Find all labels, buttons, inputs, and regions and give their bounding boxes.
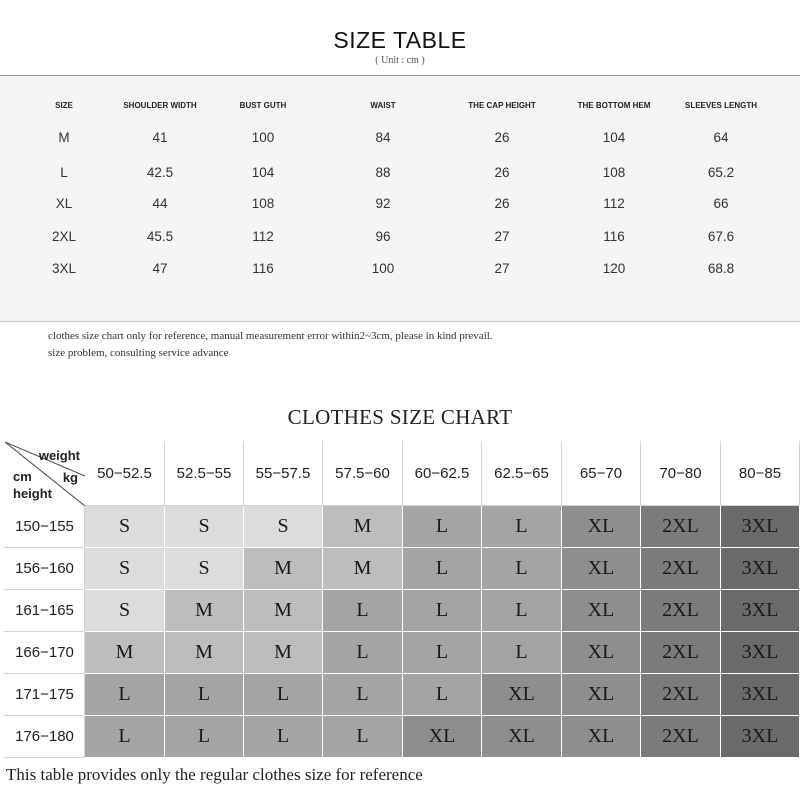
weight-header: 65−70: [562, 442, 641, 506]
size-cell: 2XL: [641, 716, 721, 758]
corner-kg-label: kg: [62, 470, 78, 485]
size-table-title: SIZE TABLE: [333, 27, 467, 53]
chart-row: [5, 632, 800, 674]
header-bust-guth: BUST GUTH: [239, 101, 287, 110]
size-chart-title: CLOTHES SIZE CHART: [287, 405, 513, 429]
header-size: SIZE: [55, 101, 73, 110]
size-cell: L: [85, 716, 165, 758]
size-table-cell-size: XL: [55, 196, 73, 211]
size-cell: 3XL: [721, 716, 800, 758]
chart-corner-header: [5, 442, 85, 506]
size-table-cell-waist: 100: [371, 261, 395, 276]
size-table-cell-waist: 96: [375, 229, 391, 244]
size-cell: 2XL: [641, 590, 721, 632]
size-table-cell-size: 2XL: [51, 229, 77, 244]
size-cell: S: [165, 548, 244, 590]
note-line-2: size problem, consulting service advance: [48, 347, 229, 359]
size-table-cell-size: L: [60, 165, 68, 180]
size-table-cell-bust-guth: 112: [252, 229, 274, 244]
height-header: 166−170: [5, 632, 85, 674]
size-table-cell-size: 3XL: [51, 261, 77, 276]
size-cell: 2XL: [641, 632, 721, 674]
size-cell: L: [165, 716, 244, 758]
size-table-cell-sleeves-length: 65.2: [707, 165, 735, 180]
height-header: 176−180: [5, 716, 85, 758]
size-cell: L: [323, 716, 403, 758]
size-cell: XL: [562, 716, 641, 758]
weight-header: 55−57.5: [244, 442, 323, 506]
size-table-cell-waist: 92: [375, 196, 391, 211]
weight-header: 57.5−60: [323, 442, 403, 506]
size-cell: 2XL: [641, 506, 721, 548]
size-cell: XL: [562, 548, 641, 590]
height-header: 150−155: [5, 506, 85, 548]
size-table-cell-waist: 84: [375, 130, 391, 145]
size-table-cell-sleeves-length: 66: [713, 196, 729, 211]
size-cell: L: [403, 548, 482, 590]
size-cell: L: [403, 590, 482, 632]
size-cell: L: [244, 674, 323, 716]
size-cell: S: [85, 548, 165, 590]
size-cell: L: [403, 632, 482, 674]
size-table-cell-shoulder-width: 45.5: [146, 229, 174, 244]
size-cell: L: [85, 674, 165, 716]
size-table-cell-sleeves-length: 67.6: [707, 229, 735, 244]
weight-header: 60−62.5: [403, 442, 482, 506]
size-table-cell-shoulder-width: 42.5: [146, 165, 174, 180]
height-header: 171−175: [5, 674, 85, 716]
size-cell: XL: [482, 716, 562, 758]
header-sleeves-length: SLEEVES LENGTH: [684, 101, 758, 110]
size-cell: L: [323, 632, 403, 674]
corner-weight-label: weight: [38, 448, 80, 463]
size-cell: L: [482, 632, 562, 674]
size-chart-table: [4, 441, 800, 758]
size-cell: M: [165, 632, 244, 674]
header-shoulder-width: SHOULDER WIDTH: [123, 101, 197, 110]
size-cell: XL: [562, 674, 641, 716]
size-table-cell-bottom-hem: 120: [602, 261, 626, 276]
size-table-cell-shoulder-width: 41: [152, 130, 168, 145]
height-header: 161−165: [5, 590, 85, 632]
size-cell: M: [244, 548, 323, 590]
size-cell: M: [85, 632, 165, 674]
height-header: 156−160: [5, 548, 85, 590]
corner-height-label: height: [13, 486, 52, 501]
size-cell: L: [403, 506, 482, 548]
size-cell: L: [244, 716, 323, 758]
size-table-cell-bust-guth: 104: [251, 165, 275, 180]
size-cell: M: [165, 590, 244, 632]
size-cell: 2XL: [641, 674, 721, 716]
size-cell: M: [244, 590, 323, 632]
size-cell: L: [403, 674, 482, 716]
size-cell: XL: [403, 716, 482, 758]
size-table-cell-bottom-hem: 108: [602, 165, 626, 180]
size-table-cell-sleeves-length: 64: [713, 130, 729, 145]
size-table-cell-bust-guth: 108: [251, 196, 275, 211]
size-cell: S: [85, 506, 165, 548]
weight-header: 50−52.5: [85, 442, 165, 506]
size-cell: L: [482, 548, 562, 590]
size-cell: 3XL: [721, 548, 800, 590]
size-cell: L: [482, 506, 562, 548]
size-cell: 3XL: [721, 674, 800, 716]
size-cell: 2XL: [641, 548, 721, 590]
footer-note: This table provides only the regular clothes size for reference: [6, 765, 423, 784]
size-cell: XL: [562, 506, 641, 548]
weight-header: 80−85: [721, 442, 800, 506]
corner-cm-label: cm: [13, 469, 32, 484]
size-cell: M: [323, 506, 403, 548]
size-table-cell-bottom-hem: 112: [603, 196, 625, 211]
size-table-cell-size: M: [58, 130, 70, 145]
size-table-cell-cap-height: 26: [494, 196, 510, 211]
weight-header: 70−80: [641, 442, 721, 506]
size-cell: XL: [562, 632, 641, 674]
chart-row: [5, 674, 800, 716]
size-table-cell-waist: 88: [375, 165, 391, 180]
size-cell: XL: [562, 590, 641, 632]
size-cell: M: [323, 548, 403, 590]
size-table-cell-cap-height: 27: [494, 261, 510, 276]
note-line-1: clothes size chart only for reference, manual measurement error within2~3cm, please in kind prevail.: [48, 330, 493, 342]
size-cell: 3XL: [721, 632, 800, 674]
size-table-cell-bust-guth: 100: [251, 130, 275, 145]
size-cell: L: [482, 590, 562, 632]
size-table-cell-cap-height: 26: [494, 165, 510, 180]
size-cell: S: [85, 590, 165, 632]
size-cell: S: [244, 506, 323, 548]
size-table-unit: ( Unit : cm ): [375, 55, 425, 66]
size-cell: S: [165, 506, 244, 548]
size-cell: 3XL: [721, 590, 800, 632]
chart-row: [5, 506, 800, 548]
chart-row: [5, 590, 800, 632]
weight-header: 62.5−65: [482, 442, 562, 506]
size-cell: M: [244, 632, 323, 674]
size-cell: L: [323, 590, 403, 632]
size-table-cell-sleeves-length: 68.8: [707, 261, 735, 276]
chart-row: [5, 548, 800, 590]
header-bottom-hem: THE BOTTOM HEM: [577, 101, 651, 110]
size-cell: 3XL: [721, 506, 800, 548]
weight-header: 52.5−55: [165, 442, 244, 506]
size-table-panel: [0, 75, 800, 322]
size-table-cell-cap-height: 26: [494, 130, 510, 145]
size-cell: L: [165, 674, 244, 716]
size-cell: L: [323, 674, 403, 716]
size-table-cell-cap-height: 27: [494, 229, 510, 244]
size-table-cell-shoulder-width: 44: [152, 196, 168, 211]
header-cap-height: THE CAP HEIGHT: [468, 101, 536, 110]
size-table-cell-bottom-hem: 104: [602, 130, 626, 145]
header-waist: WAIST: [370, 101, 396, 110]
size-table-cell-bust-guth: 116: [252, 261, 274, 276]
chart-row: [5, 716, 800, 758]
size-table-cell-shoulder-width: 47: [152, 261, 168, 276]
size-table-cell-bottom-hem: 116: [603, 229, 625, 244]
size-cell: XL: [482, 674, 562, 716]
